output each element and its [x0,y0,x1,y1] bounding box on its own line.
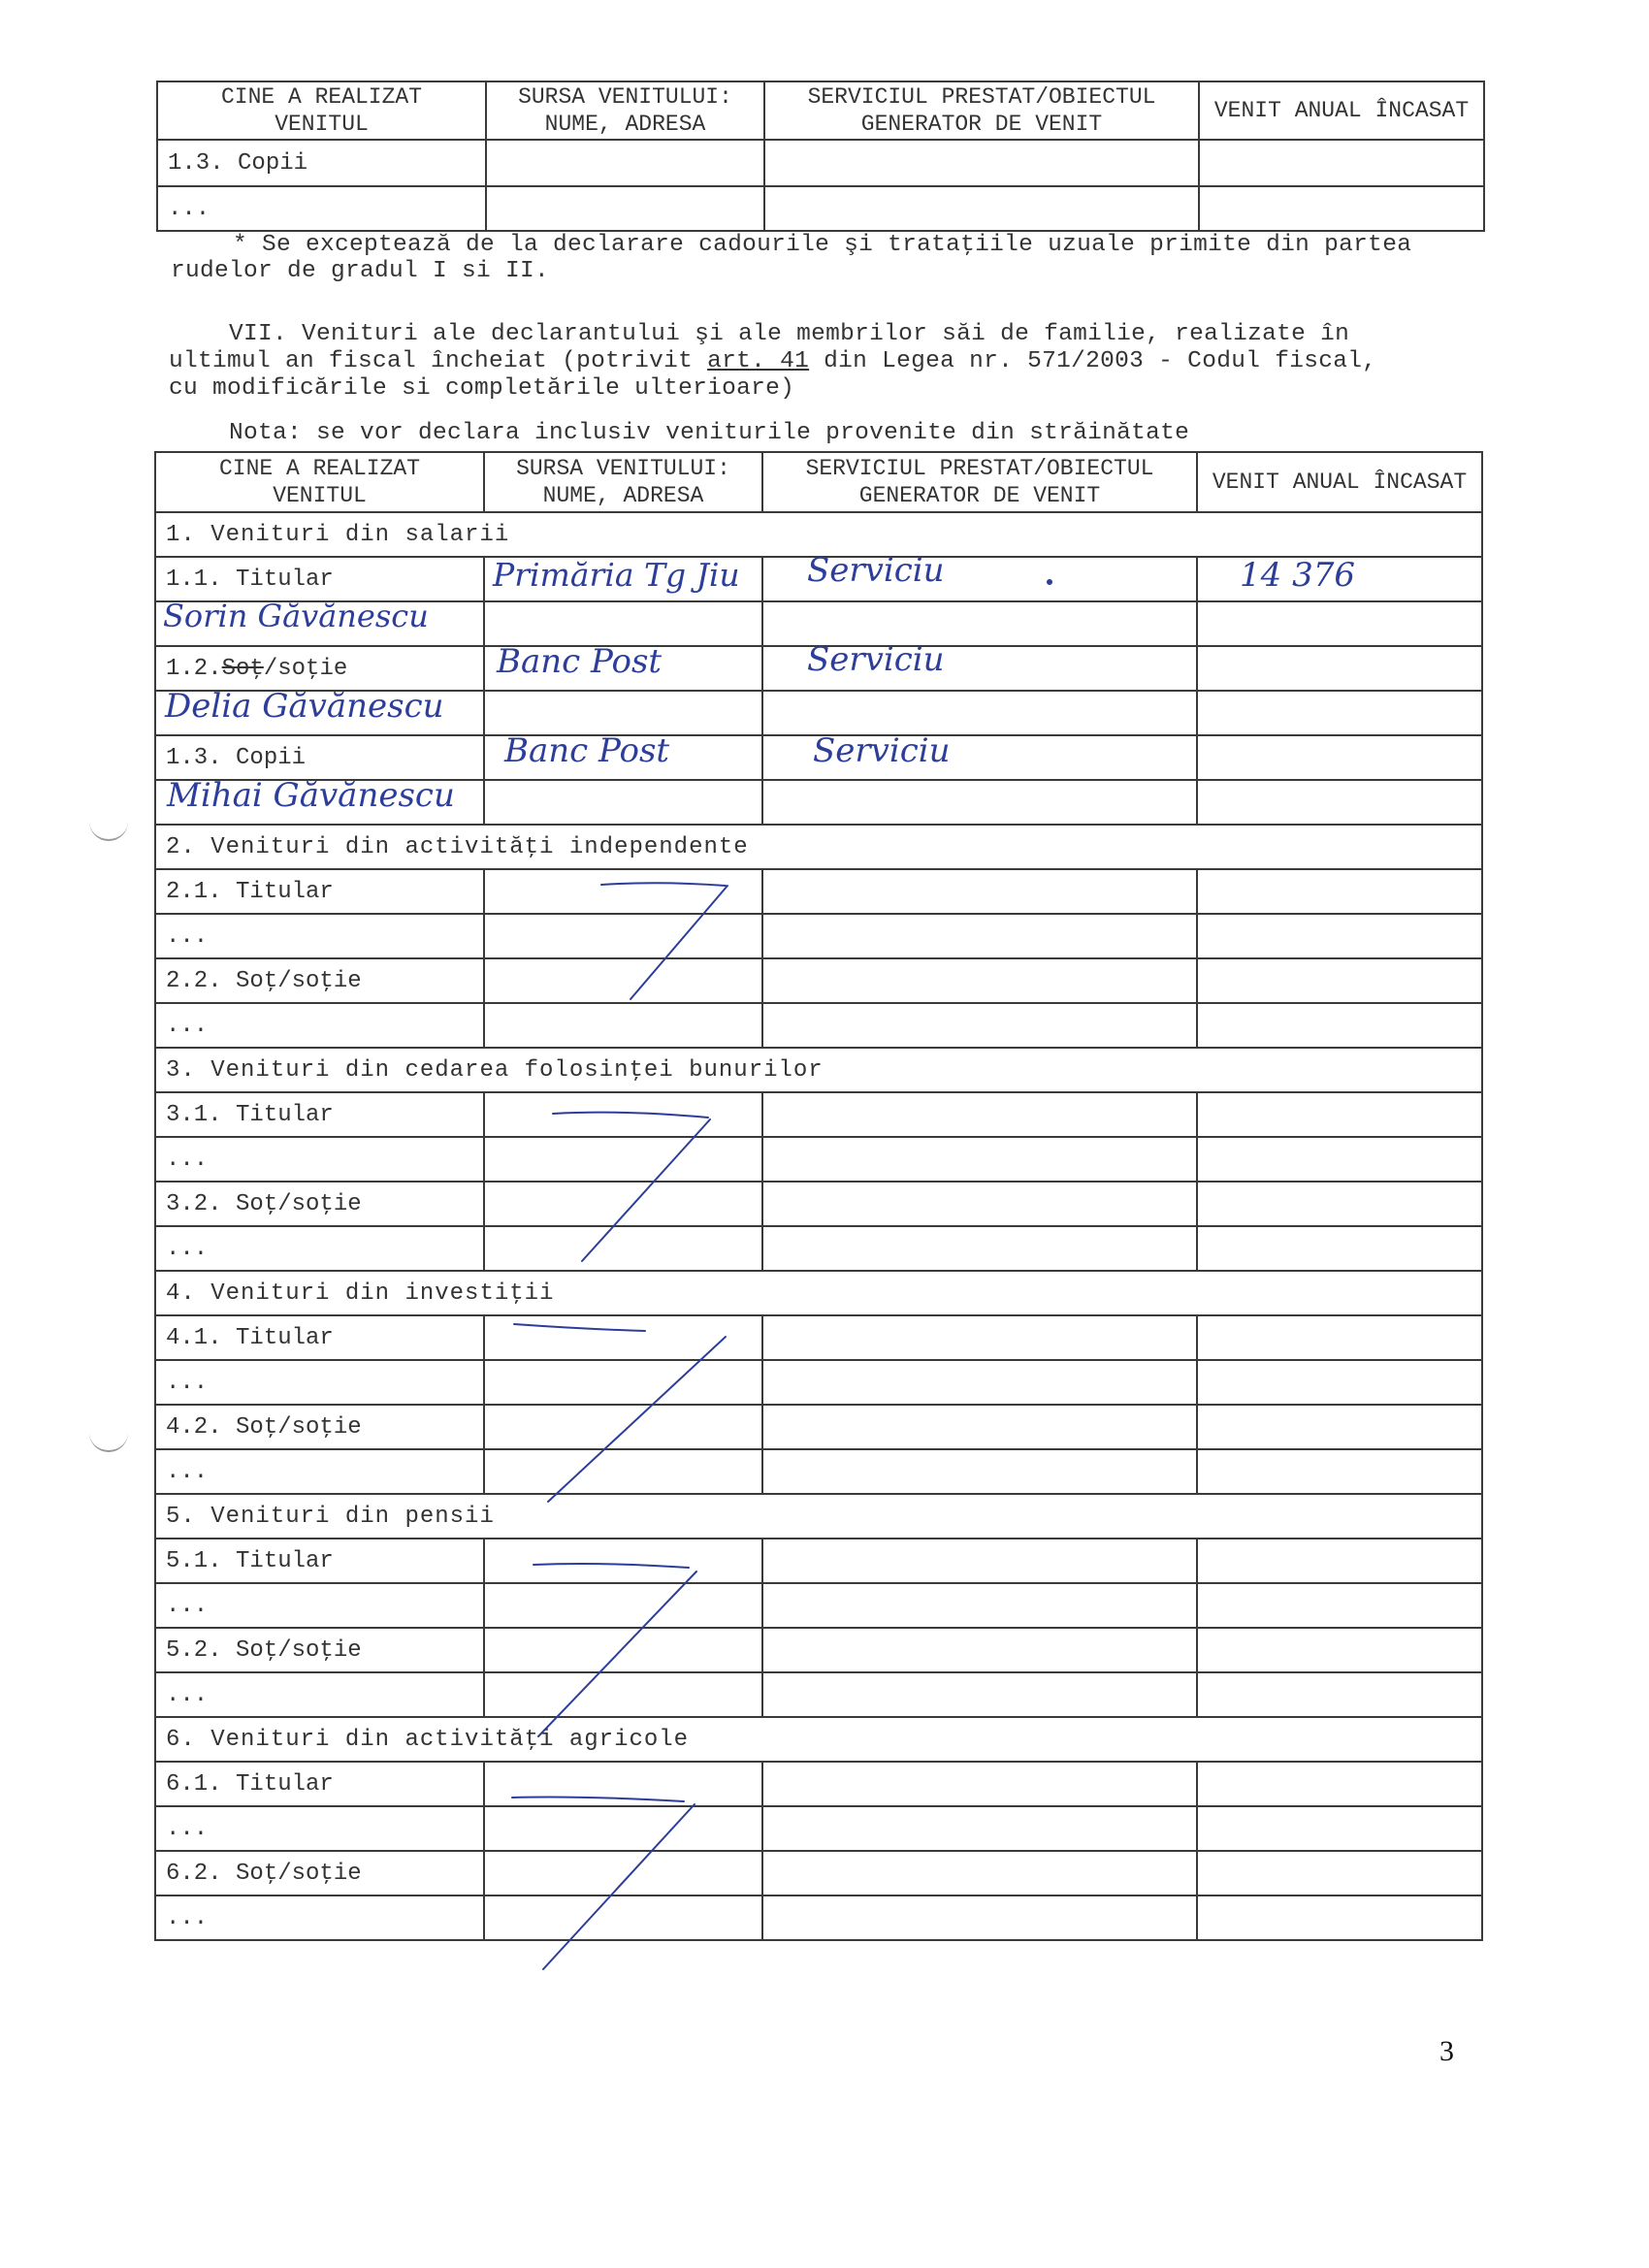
col-header-service: SERVICIUL PRESTAT/OBIECTUL GENERATOR DE VENIT [764,81,1199,140]
category-pensions: 5. Venituri din pensii [155,1494,1482,1539]
row-label: 1.1. Titular [155,557,484,601]
row-label: 2.1. Titular [155,869,484,914]
handwritten-copil-name: Mihai Găvănescu [167,776,455,815]
row-label: 3.1. Titular [155,1092,484,1137]
handwritten-titular-amount: 14 376 [1240,556,1355,595]
row-label: 1.2.Soţ/soţie [155,646,484,691]
row-label: ... [157,186,486,231]
row-label: ... [155,1449,484,1494]
footnote-line: rudelor de gradul I si II. [171,258,550,284]
nota-line: Nota: se vor declara inclusiv veniturile provenite din străinătate [229,420,1190,446]
row-label: 5.1. Titular [155,1539,484,1583]
ink-dash [601,883,726,886]
struck-text: Soţ [221,655,264,682]
ink-slash [538,1571,696,1736]
handwritten-sotie-service: Serviciu [807,640,945,679]
row-label: 4.1. Titular [155,1315,484,1360]
section-vii-line: cu modificările si completările ulterioare) [169,375,795,402]
row-label: ... [155,1672,484,1717]
col-header-amount: VENIT ANUAL ÎNCASAT [1199,81,1484,140]
category-property-use: 3. Venituri din cedarea folosinţei bunurilor [155,1048,1482,1092]
row-label: ... [155,1226,484,1271]
row-label: 4.2. Soţ/soţie [155,1405,484,1449]
ink-dash [553,1113,708,1118]
footnote-line: * Se exceptează de la declarare cadourile şi trataţiile uzuale primite din partea [233,232,1412,258]
row-label: 6.1. Titular [155,1762,484,1806]
row-label: 1.3. Copii [155,735,484,780]
law-article-link: art. 41 [707,348,810,374]
col-header-source: SURSA VENITULUI: NUME, ADRESA [484,452,762,512]
ink-dash [514,1324,645,1331]
row-label: ... [155,1137,484,1182]
handwritten-copil-source: Banc Post [504,731,670,770]
row-label: ... [155,1360,484,1405]
col-header-who: CINE A REALIZAT VENITUL [157,81,486,140]
ink-slash [543,1804,695,1969]
category-agricultural: 6. Venituri din activităţi agricole [155,1717,1482,1762]
row-label: 5.2. Soţ/soţie [155,1628,484,1672]
row-label: 1.3. Copii [157,140,486,186]
page-number: 3 [1439,2035,1454,2067]
row-label: 6.2. Soţ/soţie [155,1851,484,1895]
handwritten-titular-service: Serviciu [807,551,945,590]
ink-slash [582,1119,710,1261]
ink-dot [1048,580,1051,584]
row-label: 3.2. Soţ/soţie [155,1182,484,1226]
handwritten-titular-source: Primăria Tg Jiu [493,556,740,594]
col-header-amount: VENIT ANUAL ÎNCASAT [1197,452,1482,512]
handwritten-titular-name: Sorin Găvănescu [163,598,429,634]
ink-dash [512,1798,684,1802]
handwritten-copil-service: Serviciu [813,731,951,770]
category-independent: 2. Venituri din activităţi independente [155,825,1482,869]
row-label: ... [155,1003,484,1048]
row-label: ... [155,1895,484,1940]
ink-slash [630,886,728,999]
row-label: ... [155,1806,484,1851]
handwritten-sotie-name: Delia Găvănescu [165,687,444,726]
row-label: ... [155,914,484,958]
col-header-who: CINE A REALIZAT VENITUL [155,452,484,512]
col-header-source: SURSA VENITULUI: NUME, ADRESA [486,81,764,140]
ink-slash [548,1337,726,1502]
row-label: ... [155,1583,484,1628]
handwritten-sotie-source: Banc Post [497,642,663,681]
row-label: 2.2. Soţ/soţie [155,958,484,1003]
section-vii-heading: VII. Venituri ale declarantului şi ale membrilor săi de familie, realizate în [229,321,1350,347]
ink-dash [534,1564,689,1568]
section-vii-line: ultimul an fiscal încheiat (potrivit art. 41 din Legea nr. 571/2003 - Codul fiscal, [169,348,1377,374]
category-investments: 4. Venituri din investiţii [155,1271,1482,1315]
category-salaries: 1. Venituri din salarii [155,512,1482,557]
col-header-service: SERVICIUL PRESTAT/OBIECTUL GENERATOR DE VENIT [762,452,1197,512]
